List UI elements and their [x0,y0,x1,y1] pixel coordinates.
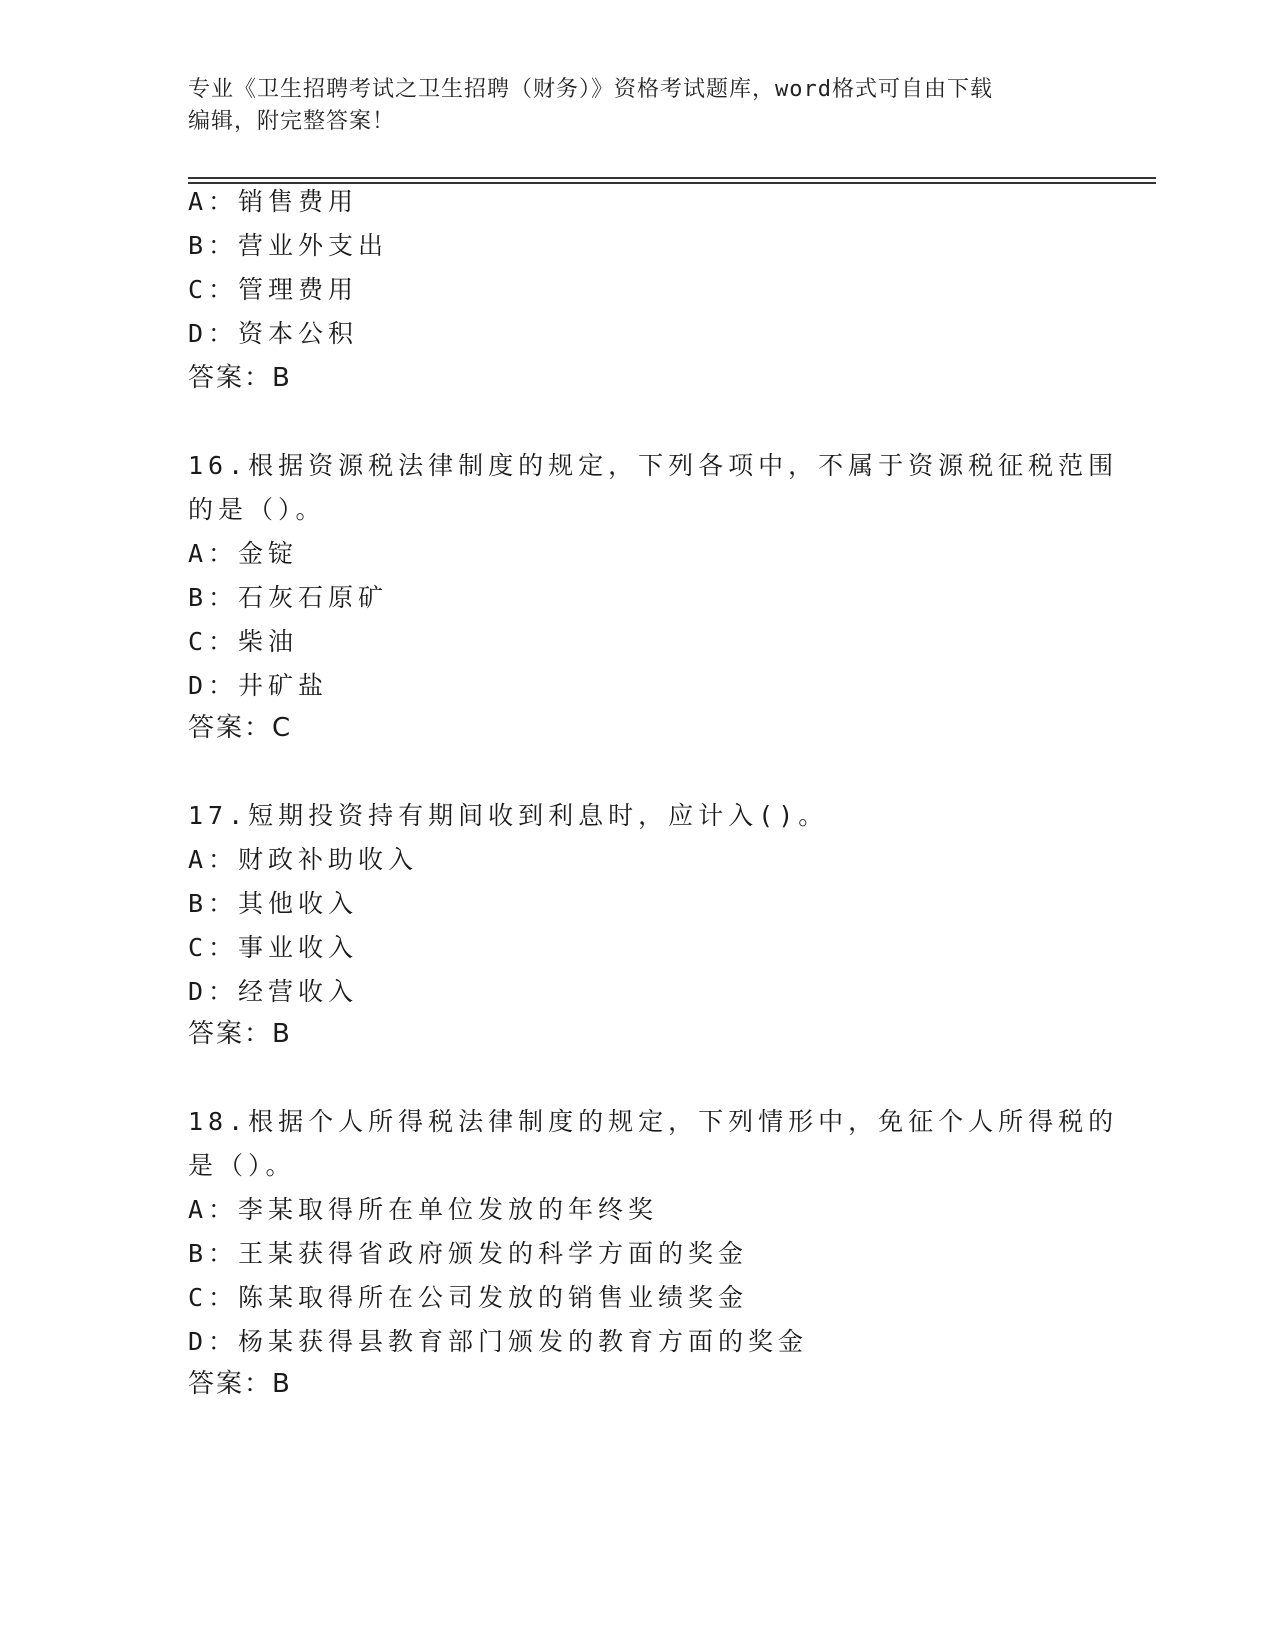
q18-option-c: C：陈某取得所在公司发放的销售业绩奖金 [188,1283,749,1312]
q18-stem-line-2: 是（）。 [188,1151,296,1180]
q17-option-a: A：财政补助收入 [188,845,419,874]
q18-option-d: D：杨某获得县教育部门颁发的教育方面的奖金 [188,1327,809,1356]
q16-stem-line-1: 16.根据资源税法律制度的规定，下列各项中，不属于资源税征税范围 [188,451,1119,480]
q18-option-b: B：王某获得省政府颁发的科学方面的奖金 [188,1239,749,1268]
q16-option-b: B：石灰石原矿 [188,583,389,612]
q16-stem-line-2: 的是（）。 [188,495,326,524]
q17-answer: 答案：B [188,1019,292,1049]
q17-option-d: D：经营收入 [188,977,359,1006]
q16-option-c: C：柴油 [188,627,299,656]
header-line-1: 专业《卫生招聘考试之卫生招聘（财务）》资格考试题库，word格式可自由下载 [188,77,993,102]
header-line-2: 编辑，附完整答案！ [188,109,396,134]
header-divider-bottom [188,182,1156,184]
q15-answer: 答案：B [188,363,292,393]
document-header [188,74,1088,138]
q18-option-a: A：李某取得所在单位发放的年终奖 [188,1195,659,1224]
q15-option-a: A：销售费用 [188,187,359,216]
q16-option-d: D：井矿盐 [188,671,329,700]
q15-option-b: B：营业外支出 [188,231,389,260]
q17-option-b: B：其他收入 [188,889,359,918]
q17-stem-line-1: 17.短期投资持有期间收到利息时，应计入()。 [188,801,829,830]
q18-answer: 答案：B [188,1369,292,1399]
q18-stem-line-1: 18.根据个人所得税法律制度的规定，下列情形中，免征个人所得税的 [188,1107,1119,1136]
q15-option-c: C：管理费用 [188,275,359,304]
header-divider-top [188,177,1156,179]
q16-answer: 答案：C [188,713,293,743]
q15-option-d: D：资本公积 [188,319,359,348]
q16-option-a: A：金锭 [188,539,299,568]
q17-option-c: C：事业收入 [188,933,359,962]
